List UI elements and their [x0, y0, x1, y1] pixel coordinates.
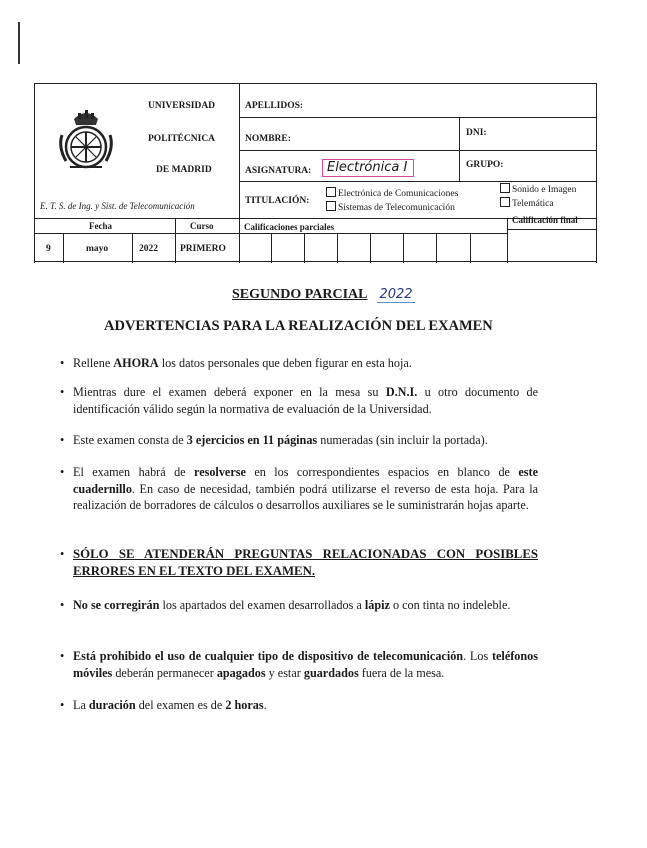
grid-line [34, 261, 597, 262]
grid-line [459, 117, 460, 182]
nombre-label: NOMBRE: [245, 134, 291, 144]
titulacion-option-4: Telemática [500, 197, 554, 209]
rule-item: • Está prohibido el uso de cualquier tipo de dispositivo de telecomunicación. Los teléfonos móviles deberán permanecer apagados y estar guardados fuera de la mesa. [60, 649, 538, 680]
grid-line [470, 233, 471, 263]
calificaciones-label: Calificaciones parciales [244, 222, 335, 232]
apellidos-label: APELLIDOS: [245, 101, 304, 111]
exam-title: SEGUNDO PARCIAL 2022 [232, 287, 413, 302]
grid-line [436, 233, 437, 263]
grid-line [63, 233, 64, 263]
university-line-2: POLITÉCNICA [148, 134, 216, 144]
grid-line [370, 233, 371, 263]
fecha-month: mayo [86, 244, 109, 254]
dni-label: DNI: [466, 128, 487, 138]
grid-line [304, 233, 305, 263]
university-line-3: DE MADRID [156, 165, 212, 175]
grid-line [34, 83, 35, 263]
grid-line [34, 83, 597, 84]
rule-item: • Rellene AHORA los datos personales que deben figurar en esta hoja. [60, 356, 412, 370]
titulacion-label: TITULACIÓN: [245, 196, 310, 206]
checkbox-icon [500, 183, 510, 193]
warnings-title: ADVERTENCIAS PARA LA REALIZACIÓN DEL EXAMEN [104, 318, 493, 334]
fecha-day: 9 [46, 244, 51, 254]
grid-line [175, 218, 176, 263]
titulacion-option-1: Electrónica de Comunicaciones [326, 187, 458, 199]
rule-item: • La duración del examen es de 2 horas. [60, 698, 267, 712]
grid-line [132, 233, 133, 263]
grid-line [34, 233, 239, 234]
scan-mark [18, 22, 20, 64]
titulacion-option-2: Sistemas de Telecomunicación [326, 201, 455, 213]
university-line-1: UNIVERSIDAD [148, 101, 216, 111]
asignatura-value: Electrónica I [322, 159, 414, 177]
exam-header [34, 83, 597, 263]
grid-line [507, 218, 508, 263]
school-name: E. T. S. de Ing. y Sist. de Telecomunicación [40, 201, 195, 211]
rule-item: • Este examen consta de 3 ejercicios en 11 páginas numeradas (sin incluir la portada). [60, 433, 488, 447]
calificacion-final-label: Calificación final [512, 215, 578, 225]
titulacion-option-3: Sonido e Imagen [500, 183, 576, 195]
grid-line [596, 83, 597, 263]
grid-line [271, 233, 272, 263]
fecha-label: Fecha [89, 221, 112, 231]
handwritten-year: 2022 [379, 287, 413, 302]
grupo-label: GRUPO: [466, 160, 504, 170]
rule-item: • El examen habrá de resolverse en los correspondientes espacios en blanco de este cuadernillo. En caso de necesidad, también podrá utilizarse el reverso de esta hoja. Para la realización de borradores de cálculos o desarrollos auxiliares se le suministrarán hojas aparte. [60, 465, 538, 512]
grid-line [507, 229, 597, 230]
rule-item: • Mientras dure el examen deberá exponer en la mesa su D.N.I. u otro documento de identificación válido según la normativa de evaluación de la Universidad. [60, 385, 538, 416]
fecha-year: 2022 [139, 244, 158, 254]
checkbox-icon [326, 187, 336, 197]
grid-line [239, 233, 507, 234]
grid-line [239, 117, 597, 118]
grid-line [239, 83, 240, 263]
grid-line [337, 233, 338, 263]
grid-line [403, 233, 404, 263]
checkbox-icon [326, 201, 336, 211]
curso-label: Curso [190, 221, 214, 231]
grid-line [239, 150, 597, 151]
rule-item: • No se corregirán los apartados del examen desarrollados a lápiz o con tinta no indeleble. [60, 598, 511, 612]
curso-value: PRIMERO [180, 244, 226, 254]
checkbox-icon [500, 197, 510, 207]
asignatura-label: ASIGNATURA: [245, 166, 312, 176]
upm-crest-icon [56, 105, 116, 175]
rule-item: • SÓLO SE ATENDERÁN PREGUNTAS RELACIONADAS CON POSIBLES ERRORES EN EL TEXTO DEL EXAMEN. [60, 547, 538, 578]
